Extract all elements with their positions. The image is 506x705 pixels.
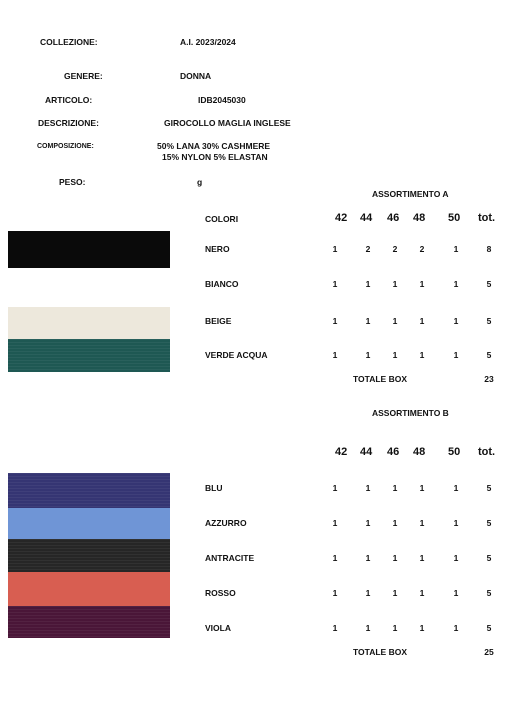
composizione-label: COMPOSIZIONE: bbox=[37, 143, 94, 150]
qty-cell: 1 bbox=[453, 244, 459, 254]
size-header-a-42: 42 bbox=[335, 212, 348, 224]
qty-cell: 1 bbox=[392, 588, 398, 598]
qty-cell: 2 bbox=[392, 244, 398, 254]
qty-cell: 1 bbox=[392, 279, 398, 289]
color-name: VIOLA bbox=[205, 623, 231, 633]
qty-cell: 1 bbox=[332, 244, 338, 254]
qty-cell: 1 bbox=[392, 518, 398, 528]
qty-cell: 1 bbox=[419, 518, 425, 528]
qty-cell: 1 bbox=[365, 350, 371, 360]
qty-cell: 1 bbox=[332, 623, 338, 633]
qty-cell: 1 bbox=[453, 518, 459, 528]
qty-cell: 5 bbox=[486, 553, 492, 563]
qty-cell: 5 bbox=[486, 518, 492, 528]
totale-box-label-a: TOTALE BOX bbox=[353, 374, 407, 384]
totale-box-value-a: 23 bbox=[484, 374, 494, 384]
size-header-b-48: 48 bbox=[413, 446, 426, 458]
qty-cell: 1 bbox=[365, 588, 371, 598]
qty-cell: 1 bbox=[332, 483, 338, 493]
qty-cell: 5 bbox=[486, 483, 492, 493]
qty-cell: 1 bbox=[365, 518, 371, 528]
articolo-label: ARTICOLO: bbox=[45, 95, 93, 105]
color-name: BEIGE bbox=[205, 316, 232, 326]
qty-cell: 1 bbox=[453, 350, 459, 360]
qty-cell: 5 bbox=[486, 350, 492, 360]
qty-cell: 8 bbox=[486, 244, 492, 254]
size-header-a-50: 50 bbox=[448, 212, 461, 224]
size-header-b-42: 42 bbox=[335, 446, 348, 458]
color-name: ROSSO bbox=[205, 588, 236, 598]
swatch-verde-acqua bbox=[8, 339, 170, 372]
composizione-line2: 15% NYLON 5% ELASTAN bbox=[162, 152, 268, 162]
color-name: ANTRACITE bbox=[205, 553, 255, 563]
qty-cell: 1 bbox=[365, 316, 371, 326]
qty-cell: 1 bbox=[453, 316, 459, 326]
size-header-b-tot: tot. bbox=[478, 446, 496, 458]
size-header-b-50: 50 bbox=[448, 446, 461, 458]
qty-cell: 1 bbox=[365, 279, 371, 289]
assortimento-a-title: ASSORTIMENTO A bbox=[372, 189, 449, 199]
qty-cell: 2 bbox=[419, 244, 425, 254]
qty-cell: 1 bbox=[419, 279, 425, 289]
color-name: AZZURRO bbox=[205, 518, 247, 528]
qty-cell: 1 bbox=[365, 553, 371, 563]
colori-header: COLORI bbox=[205, 214, 239, 224]
color-name: NERO bbox=[205, 244, 230, 254]
color-name: VERDE ACQUA bbox=[205, 350, 268, 360]
collezione-value: A.I. 2023/2024 bbox=[180, 37, 236, 47]
size-header-b-44: 44 bbox=[360, 446, 373, 458]
swatch-viola bbox=[8, 606, 170, 638]
qty-cell: 1 bbox=[453, 483, 459, 493]
qty-cell: 1 bbox=[332, 279, 338, 289]
qty-cell: 5 bbox=[486, 279, 492, 289]
descrizione-label: DESCRIZIONE: bbox=[38, 118, 99, 128]
assortimento-b-title: ASSORTIMENTO B bbox=[372, 408, 449, 418]
qty-cell: 1 bbox=[453, 553, 459, 563]
swatch-antracite bbox=[8, 539, 170, 572]
totale-box-label-b: TOTALE BOX bbox=[353, 647, 407, 657]
articolo-value: IDB2045030 bbox=[198, 95, 246, 105]
qty-cell: 1 bbox=[332, 518, 338, 528]
qty-cell: 1 bbox=[365, 623, 371, 633]
size-header-a-46: 46 bbox=[387, 212, 400, 224]
qty-cell: 1 bbox=[392, 553, 398, 563]
qty-cell: 5 bbox=[486, 588, 492, 598]
qty-cell: 1 bbox=[332, 553, 338, 563]
qty-cell: 1 bbox=[332, 350, 338, 360]
qty-cell: 1 bbox=[332, 316, 338, 326]
descrizione-value: GIROCOLLO MAGLIA INGLESE bbox=[164, 118, 291, 128]
swatch-beige bbox=[8, 307, 170, 339]
peso-value: g bbox=[197, 177, 203, 187]
qty-cell: 1 bbox=[453, 588, 459, 598]
peso-label: PESO: bbox=[59, 177, 86, 187]
swatch-nero bbox=[8, 231, 170, 268]
qty-cell: 1 bbox=[419, 588, 425, 598]
qty-cell: 1 bbox=[392, 483, 398, 493]
size-header-b-46: 46 bbox=[387, 446, 400, 458]
qty-cell: 1 bbox=[392, 350, 398, 360]
collezione-label: COLLEZIONE: bbox=[40, 37, 98, 47]
totale-box-value-b: 25 bbox=[484, 647, 494, 657]
swatch-rosso bbox=[8, 572, 170, 606]
qty-cell: 1 bbox=[419, 350, 425, 360]
qty-cell: 1 bbox=[453, 279, 459, 289]
size-header-a-tot: tot. bbox=[478, 212, 496, 224]
qty-cell: 2 bbox=[365, 244, 371, 254]
qty-cell: 1 bbox=[419, 483, 425, 493]
qty-cell: 5 bbox=[486, 316, 492, 326]
color-name: BIANCO bbox=[205, 279, 239, 289]
qty-cell: 1 bbox=[419, 553, 425, 563]
swatch-azzurro bbox=[8, 508, 170, 539]
qty-cell: 1 bbox=[419, 623, 425, 633]
composizione-line1: 50% LANA 30% CASHMERE bbox=[157, 141, 271, 151]
size-header-a-48: 48 bbox=[413, 212, 426, 224]
qty-cell: 5 bbox=[486, 623, 492, 633]
qty-cell: 1 bbox=[332, 588, 338, 598]
color-name: BLU bbox=[205, 483, 223, 493]
qty-cell: 1 bbox=[453, 623, 459, 633]
size-header-a-44: 44 bbox=[360, 212, 373, 224]
qty-cell: 1 bbox=[392, 623, 398, 633]
genere-value: DONNA bbox=[180, 71, 212, 81]
swatch-blu bbox=[8, 473, 170, 508]
genere-label: GENERE: bbox=[64, 71, 103, 81]
qty-cell: 1 bbox=[392, 316, 398, 326]
swatch-bianco bbox=[8, 268, 170, 307]
qty-cell: 1 bbox=[419, 316, 425, 326]
qty-cell: 1 bbox=[365, 483, 371, 493]
